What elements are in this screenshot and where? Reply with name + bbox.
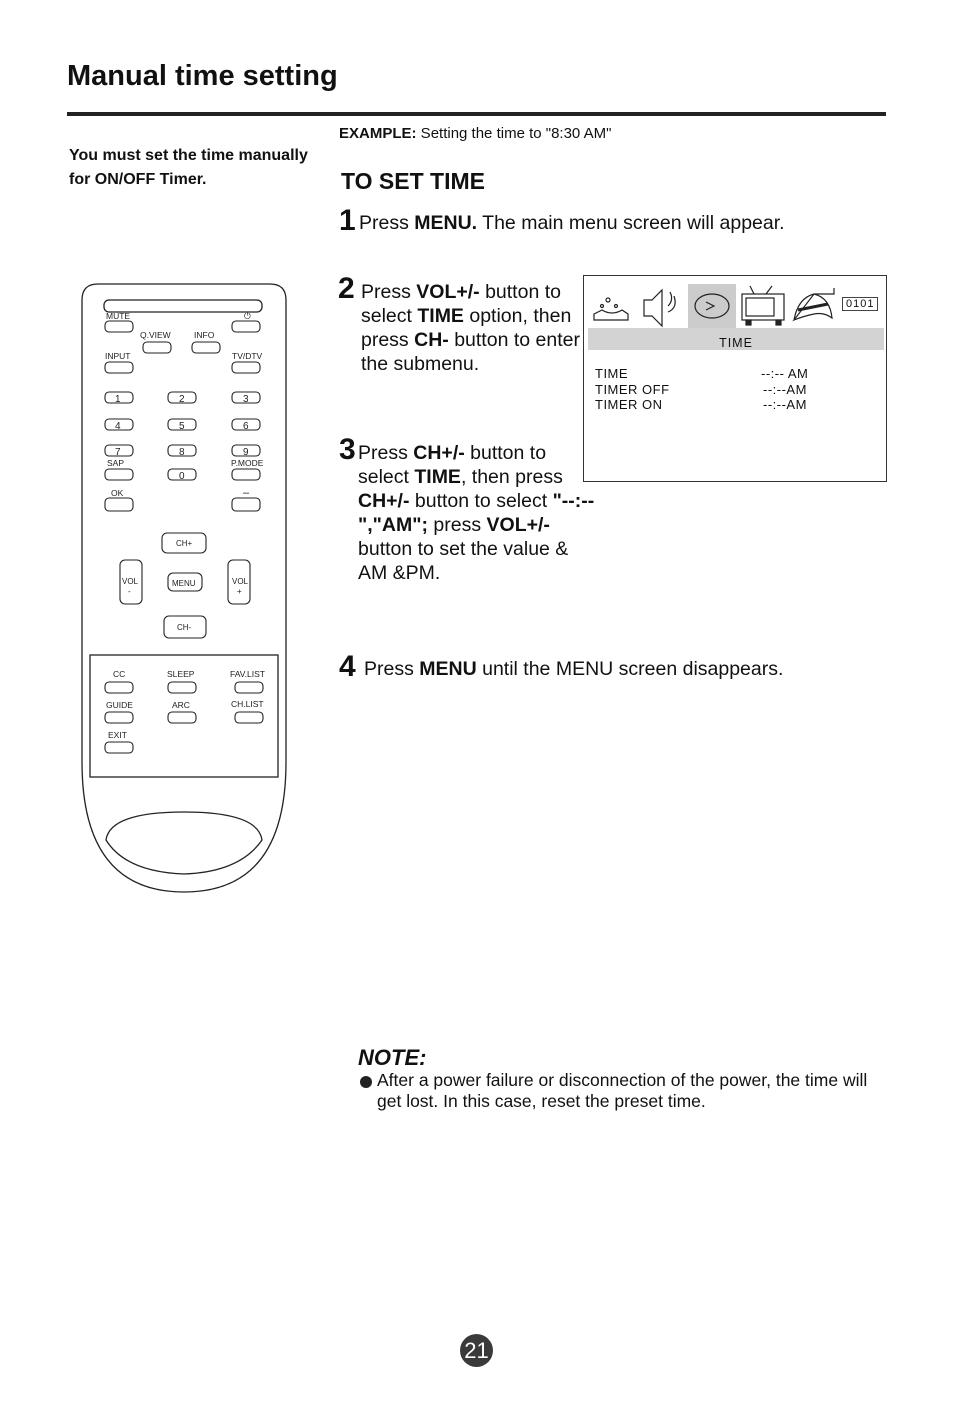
picture-icon (594, 298, 628, 320)
step-1-number: 1 (339, 204, 356, 237)
step-keyword: VOL+/- (486, 514, 550, 536)
step-text-part: button to enter the submenu. (361, 329, 580, 375)
step-text-part: Press (364, 658, 420, 680)
sidebar-note (69, 144, 339, 192)
digit-label: 9 (243, 447, 249, 458)
digit-label: 7 (115, 447, 121, 458)
digit-label: 4 (115, 421, 121, 432)
vol-minus-sign: - (128, 587, 131, 596)
step-4-number: 4 (339, 650, 356, 683)
sidebar-note-line1: You must set the time manually (69, 147, 308, 164)
mute-button[interactable] (105, 321, 133, 332)
digit-label: 6 (243, 421, 249, 432)
tvdtv-label: TV/DTV (232, 351, 263, 361)
favlist-button[interactable] (235, 682, 263, 693)
menu-label: MENU (172, 579, 196, 588)
sleep-button[interactable] (168, 682, 196, 693)
menu-row-time-value: --:-- AM (761, 366, 809, 381)
remote-grip (106, 812, 262, 874)
vol-plus-sign: + (237, 587, 242, 596)
menu-row-timer-on-value: --:--AM (763, 397, 807, 412)
ch-plus-label: CH+ (176, 539, 193, 548)
example-text: Setting the time to "8:30 AM" (416, 125, 612, 142)
page-number: 21 (460, 1334, 493, 1367)
step-text-part: button to select (361, 281, 561, 327)
title-divider (67, 112, 886, 116)
digit-label: 1 (115, 394, 121, 405)
input-label: INPUT (105, 351, 131, 361)
guide-label: GUIDE (106, 700, 133, 710)
sidebar-note-line2: for ON/OFF Timer. (69, 171, 207, 188)
menu-row-time-label: TIME (595, 366, 629, 381)
input-button[interactable] (105, 362, 133, 373)
step-1-text (359, 211, 879, 235)
step-2-text (361, 280, 591, 376)
vol-minus-label: VOL (122, 577, 139, 586)
example-label: EXAMPLE: (339, 125, 417, 142)
vol-plus-label: VOL (232, 577, 249, 586)
menu-row-timer-off-value: --:--AM (763, 382, 807, 397)
remote-control-illustration (70, 282, 292, 900)
guide-button[interactable] (105, 712, 133, 723)
note-text: After a power failure or disconnection of the power, the time will get lost. In this case, reset the preset time. (377, 1070, 868, 1111)
power-button[interactable] (232, 321, 260, 332)
step-keyword: CH+/- (358, 490, 410, 512)
note-title: NOTE: (358, 1045, 427, 1070)
step-text-part: The main menu screen will appear. (477, 212, 785, 234)
step-text-part: Press (358, 442, 414, 464)
step-text-part: until the MENU screen disappears. (476, 658, 784, 680)
function-icon (794, 288, 834, 320)
step-keyword: TIME (417, 305, 464, 327)
step-keyword: VOL+/- (416, 281, 480, 303)
qview-label: Q.VIEW (140, 330, 171, 340)
dash-button[interactable] (232, 498, 260, 511)
arc-button[interactable] (168, 712, 196, 723)
menu-row-timer-off-label: TIMER OFF (595, 382, 670, 397)
arc-label: ARC (172, 700, 190, 710)
exit-label: EXIT (108, 730, 127, 740)
remote-body (82, 284, 286, 892)
step-3-number: 3 (339, 433, 356, 466)
step-keyword: MENU (419, 658, 477, 680)
step-2-number: 2 (338, 272, 355, 305)
step-text-part: Press (361, 281, 417, 303)
sap-button[interactable] (105, 469, 133, 480)
pmode-button[interactable] (232, 469, 260, 480)
example-line (339, 125, 611, 142)
chlist-button[interactable] (235, 712, 263, 723)
qview-button[interactable] (143, 342, 171, 353)
cc-button[interactable] (105, 682, 133, 693)
ok-label: OK (111, 488, 124, 498)
tvdtv-button[interactable] (232, 362, 260, 373)
menu-screen (583, 275, 887, 482)
digit-label: 3 (243, 394, 249, 405)
digit-label: 2 (179, 394, 185, 405)
ok-button[interactable] (105, 498, 133, 511)
section-title: TO SET TIME (341, 168, 485, 194)
favlist-label: FAV.LIST (230, 669, 265, 679)
step-keyword: CH- (414, 329, 449, 351)
channel-code: 0101 (842, 297, 878, 311)
clock-icon (695, 294, 729, 318)
digit-label: 5 (179, 421, 185, 432)
sleep-label: SLEEP (167, 669, 195, 679)
info-button[interactable] (192, 342, 220, 353)
tv-icon (742, 286, 784, 325)
mute-label: MUTE (106, 311, 131, 321)
speaker-icon (644, 290, 675, 326)
pmode-label: P.MODE (231, 458, 264, 468)
sap-label: SAP (107, 458, 125, 468)
info-label: INFO (194, 330, 215, 340)
step-3-text (358, 441, 598, 585)
step-keyword: CH+/- (413, 442, 465, 464)
cc-label: CC (113, 669, 126, 679)
step-4-text (364, 657, 884, 681)
step-text-part: option, then press (361, 305, 572, 351)
chlist-label: CH.LIST (231, 699, 264, 709)
step-text-part: press (427, 514, 487, 536)
step-text-part: button to set the value & AM &PM. (358, 538, 569, 584)
step-keyword: MENU. (414, 212, 478, 234)
menu-row-timer-on-label: TIMER ON (595, 397, 663, 412)
digit-label: 8 (179, 447, 185, 458)
power-icon: ⏻ (244, 311, 251, 321)
step-text-part: button to select (358, 442, 547, 488)
ch-minus-label: CH- (177, 623, 192, 632)
digit-label: 0 (179, 471, 185, 482)
menu-icon-strip (588, 284, 884, 328)
menu-tab-title: TIME (588, 328, 884, 350)
step-keyword: TIME (414, 466, 461, 488)
step-keyword: "--:--","AM"; (358, 490, 595, 536)
step-text-part: Press (359, 212, 415, 234)
bullet-icon (360, 1076, 372, 1088)
exit-button[interactable] (105, 742, 133, 753)
step-text-part: button to select (409, 490, 553, 512)
dash-label: – (243, 487, 250, 499)
page-title: Manual time setting (67, 60, 338, 92)
step-text-part: , then press (460, 466, 563, 488)
